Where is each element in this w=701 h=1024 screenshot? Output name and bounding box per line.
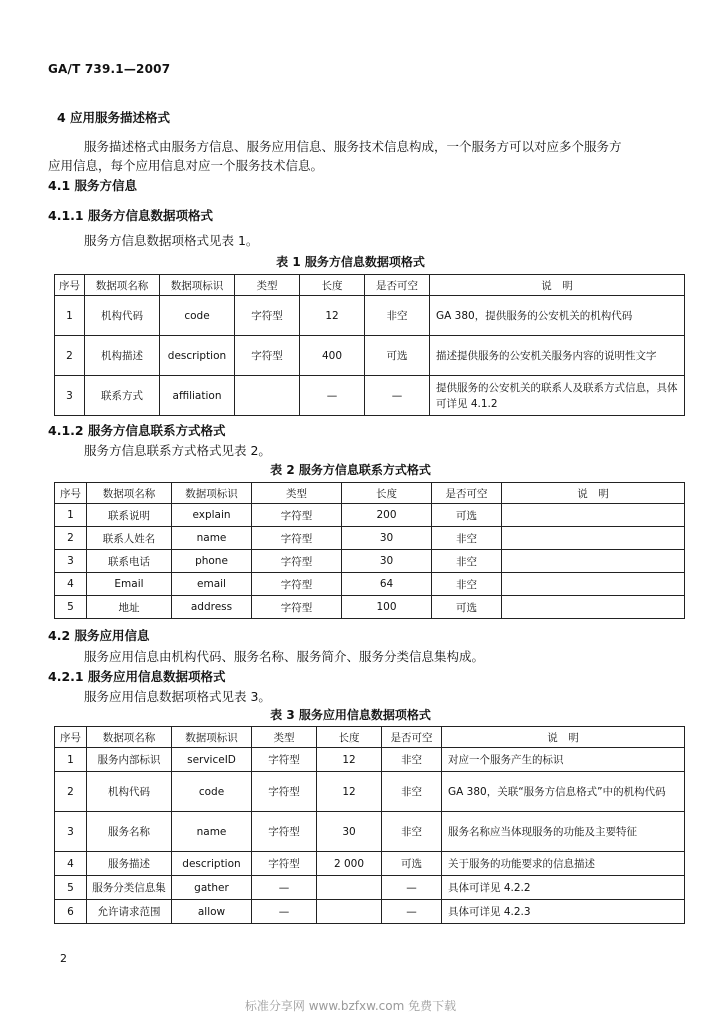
table-cell: 可选	[432, 504, 502, 527]
table-cell: 地址	[87, 596, 172, 619]
column-header: 是否可空	[382, 727, 442, 748]
table-cell: 1	[55, 296, 85, 336]
table-cell: GA 380，提供服务的公安机关的机构代码	[430, 296, 685, 336]
table-row	[55, 596, 685, 619]
table-cell: 对应一个服务产生的标识	[442, 748, 685, 772]
section-4-2-paragraph: 服务应用信息由机构代码、服务名称、服务简介、服务分类信息集构成。	[84, 649, 485, 664]
table-cell: explain	[172, 504, 252, 527]
table-cell	[317, 876, 382, 900]
section-4-title: 4 应用服务描述格式	[57, 110, 171, 125]
table-row	[55, 504, 685, 527]
watermark: 标准分享网 www.bzfxw.com 免费下载	[244, 999, 457, 1013]
table-cell: —	[300, 376, 365, 416]
table-cell: 可选	[432, 596, 502, 619]
table-cell: 400	[300, 336, 365, 376]
table-cell: 字符型	[252, 504, 342, 527]
table-cell: 具体可详见 4.2.2	[442, 876, 685, 900]
section-4-2-1-intro: 服务应用信息数据项格式见表 3。	[84, 689, 271, 704]
table-cell: serviceID	[172, 748, 252, 772]
table-cell: 字符型	[252, 573, 342, 596]
column-header: 是否可空	[432, 483, 502, 504]
document-header: GA/T 739.1—2007	[48, 62, 171, 76]
table-cell: phone	[172, 550, 252, 573]
table-cell	[317, 900, 382, 924]
column-header: 说 明	[502, 483, 685, 504]
table-row	[55, 772, 685, 812]
section-4-1-title: 4.1 服务方信息	[48, 178, 137, 193]
table-cell: 30	[342, 550, 432, 573]
column-header: 数据项名称	[87, 727, 172, 748]
section-4-1-2-title: 4.1.2 服务方信息联系方式格式	[48, 423, 226, 438]
table-cell: 2 000	[317, 852, 382, 876]
table-cell: 12	[317, 772, 382, 812]
table-cell: affiliation	[160, 376, 235, 416]
table-header-row	[55, 727, 685, 748]
table-3	[54, 726, 685, 924]
table-cell: 2	[55, 336, 85, 376]
table-cell: 12	[300, 296, 365, 336]
column-header: 类型	[252, 727, 317, 748]
section-4-paragraph-line2: 应用信息，每个应用信息对应一个服务技术信息。	[48, 158, 324, 173]
section-4-1-2-intro: 服务方信息联系方式格式见表 2。	[84, 443, 271, 458]
table-cell: —	[252, 876, 317, 900]
table-cell: 服务名称	[87, 812, 172, 852]
column-header: 数据项名称	[85, 275, 160, 296]
table-cell: allow	[172, 900, 252, 924]
table-cell: 4	[55, 852, 87, 876]
table-1-caption: 表 1 服务方信息数据项格式	[276, 255, 425, 269]
column-header: 序号	[55, 727, 87, 748]
table-cell: address	[172, 596, 252, 619]
table-cell	[502, 596, 685, 619]
table-header-row	[55, 483, 685, 504]
table-cell: 非空	[365, 296, 430, 336]
table-row	[55, 296, 685, 336]
table-cell: 非空	[432, 527, 502, 550]
table-cell: 200	[342, 504, 432, 527]
table-cell	[235, 376, 300, 416]
table-cell: 3	[55, 550, 87, 573]
table-cell: 字符型	[252, 527, 342, 550]
table-cell: 2	[55, 527, 87, 550]
column-header: 数据项标识	[172, 727, 252, 748]
table-cell: Email	[87, 573, 172, 596]
table-cell: 服务名称应当体现服务的功能及主要特征	[442, 812, 685, 852]
table-cell: 字符型	[252, 748, 317, 772]
table-cell: 4	[55, 573, 87, 596]
table-cell: code	[160, 296, 235, 336]
table-cell: 联系方式	[85, 376, 160, 416]
column-header: 类型	[252, 483, 342, 504]
table-cell: 1	[55, 504, 87, 527]
table-cell: —	[382, 876, 442, 900]
table-cell: 30	[342, 527, 432, 550]
table-cell: 非空	[382, 772, 442, 812]
column-header: 是否可空	[365, 275, 430, 296]
table-cell: 字符型	[252, 812, 317, 852]
column-header: 序号	[55, 275, 85, 296]
table-cell: 描述提供服务的公安机关服务内容的说明性文字	[430, 336, 685, 376]
table-cell: 机构描述	[85, 336, 160, 376]
table-cell: 可选	[365, 336, 430, 376]
section-4-2-title: 4.2 服务应用信息	[48, 628, 150, 643]
table-cell: 联系说明	[87, 504, 172, 527]
table-cell: 提供服务的公安机关的联系人及联系方式信息，具体可详见 4.1.2	[430, 376, 685, 416]
column-header: 序号	[55, 483, 87, 504]
column-header: 数据项标识	[172, 483, 252, 504]
table-header-row	[55, 275, 685, 296]
table-cell: 联系人姓名	[87, 527, 172, 550]
table-row	[55, 550, 685, 573]
table-cell: 允许请求范围	[87, 900, 172, 924]
column-header: 数据项名称	[87, 483, 172, 504]
table-cell: description	[160, 336, 235, 376]
table-3-caption: 表 3 服务应用信息数据项格式	[270, 708, 431, 722]
table-cell: 字符型	[252, 550, 342, 573]
table-cell: 3	[55, 812, 87, 852]
section-4-2-1-title: 4.2.1 服务应用信息数据项格式	[48, 669, 226, 684]
page-number: 2	[60, 952, 67, 965]
table-cell: 联系电话	[87, 550, 172, 573]
section-4-1-1-intro: 服务方信息数据项格式见表 1。	[84, 233, 259, 248]
table-cell: 非空	[382, 812, 442, 852]
table-cell: name	[172, 812, 252, 852]
table-cell: 服务描述	[87, 852, 172, 876]
table-cell: 服务内部标识	[87, 748, 172, 772]
table-cell: 64	[342, 573, 432, 596]
table-row	[55, 527, 685, 550]
column-header: 长度	[317, 727, 382, 748]
table-row	[55, 900, 685, 924]
table-cell: 具体可详见 4.2.3	[442, 900, 685, 924]
table-cell: 12	[317, 748, 382, 772]
table-row	[55, 852, 685, 876]
column-header: 长度	[342, 483, 432, 504]
table-row	[55, 876, 685, 900]
table-cell: 字符型	[235, 296, 300, 336]
table-cell: 服务分类信息集	[87, 876, 172, 900]
table-cell: —	[252, 900, 317, 924]
column-header: 说 明	[430, 275, 685, 296]
table-cell: 关于服务的功能要求的信息描述	[442, 852, 685, 876]
column-header: 说 明	[442, 727, 685, 748]
table-cell: 2	[55, 772, 87, 812]
section-4-paragraph-line1: 服务描述格式由服务方信息、服务应用信息、服务技术信息构成，一个服务方可以对应多个服务方	[84, 139, 622, 154]
table-cell: code	[172, 772, 252, 812]
table-row	[55, 376, 685, 416]
table-cell: 字符型	[235, 336, 300, 376]
table-cell: 5	[55, 596, 87, 619]
table-2-caption: 表 2 服务方信息联系方式格式	[270, 463, 431, 477]
table-1	[54, 274, 685, 416]
table-cell: 5	[55, 876, 87, 900]
table-cell: 机构代码	[87, 772, 172, 812]
table-cell: 非空	[432, 550, 502, 573]
table-cell: 可选	[382, 852, 442, 876]
table-cell: description	[172, 852, 252, 876]
table-cell: GA 380，关联“服务方信息格式”中的机构代码	[442, 772, 685, 812]
table-cell: 非空	[432, 573, 502, 596]
table-cell	[502, 550, 685, 573]
section-4-1-1-title: 4.1.1 服务方信息数据项格式	[48, 208, 213, 223]
table-cell: 非空	[382, 748, 442, 772]
table-cell: 100	[342, 596, 432, 619]
column-header: 数据项标识	[160, 275, 235, 296]
table-row	[55, 812, 685, 852]
table-cell: gather	[172, 876, 252, 900]
table-cell: 30	[317, 812, 382, 852]
table-cell	[502, 527, 685, 550]
table-cell: 字符型	[252, 772, 317, 812]
column-header: 长度	[300, 275, 365, 296]
table-cell: 机构代码	[85, 296, 160, 336]
table-cell	[502, 573, 685, 596]
table-cell: 字符型	[252, 852, 317, 876]
table-cell: 3	[55, 376, 85, 416]
table-row	[55, 573, 685, 596]
table-row	[55, 336, 685, 376]
table-cell: 6	[55, 900, 87, 924]
table-cell: 1	[55, 748, 87, 772]
table-cell: 字符型	[252, 596, 342, 619]
table-2	[54, 482, 685, 619]
table-cell	[502, 504, 685, 527]
table-row	[55, 748, 685, 772]
column-header: 类型	[235, 275, 300, 296]
table-cell: —	[382, 900, 442, 924]
table-cell: —	[365, 376, 430, 416]
table-cell: name	[172, 527, 252, 550]
table-cell: email	[172, 573, 252, 596]
